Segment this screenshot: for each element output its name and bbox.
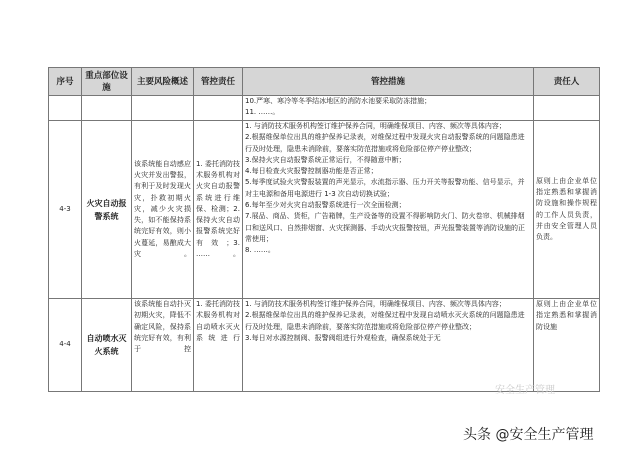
watermark: 安全生产管理 — [495, 385, 555, 396]
risk-summary: 该系统能自动感应火灾并发出警报，有利于及时发现火灾，扑救初期火灾，减少火灾损失，如不能保持系统完好有效，则小火蔓延，易酿成大灾。 — [132, 121, 194, 299]
header-risk: 主要风险概述 — [132, 68, 194, 96]
header-person: 责任人 — [534, 68, 600, 96]
header-measures: 管控措施 — [243, 68, 534, 96]
header-responsibility: 管控责任 — [194, 68, 243, 96]
measure-item: 2.根据维保单位出具的维护保养记录表，对维保过程中发现火灾自动报警系统的问题隐患进行及时处理，隐患未消除前，要落实防范措施或将危险部位停产停业整改； — [245, 133, 525, 153]
measure-item: 1. 与消防技术服务机构签订维护保养合同，明确维保项目、内容、频次等具体内容； — [245, 300, 506, 308]
measure-item: 2.根据维保单位出具的维护保养记录表，对维保过程中发现自动喷水灭火系统的问题隐患进行及时处理，隐患未消除前，要落实防范措施或将危险部位停产停业整改； — [245, 311, 525, 331]
facility-name: 自动喷水灭火系统 — [82, 299, 132, 392]
measures-cell — [243, 121, 534, 299]
measure-item: 8. ……。 — [245, 246, 275, 255]
measure-item: 5.每季度试验火灾警报装置的声光显示，水流指示器、压力开关等报警功能、信号显示，并对主电源和备用电源进行 1-3 次自动切换试验； — [245, 178, 525, 198]
source-brand: 头条 @安全生产管理 — [463, 427, 594, 443]
measure-item: 11. ……。 — [245, 108, 280, 117]
measure-item: 3.每日对水源控制阀、报警阀组进行外观检查，确保系统处于无 — [245, 333, 441, 342]
table-row — [49, 96, 600, 121]
table-row — [49, 299, 600, 392]
table-header-row — [49, 68, 600, 96]
facility-name: 火灾自动报警系统 — [82, 121, 132, 299]
measures-cell — [243, 96, 534, 121]
measure-item: 10.严寒、寒冷等冬季结冰地区的消防水池要采取防冻措施； — [245, 97, 432, 105]
header-facility: 重点部位设施 — [82, 68, 132, 96]
control-responsibility: 1. 委托消防技术服务机构对火灾自动报警系统进行维保、检测；2. 保持火灾自动报警系统完好有效；3. ……。 — [194, 121, 243, 299]
row-number: 4-3 — [49, 121, 82, 299]
measure-item: 4.每日检查火灾报警控制器功能是否正常； — [245, 167, 378, 176]
header-no: 序号 — [49, 68, 82, 96]
table-row — [49, 121, 600, 299]
responsible-person: 原则上由企业单位指定熟悉和掌握消防设施和操作规程的工作人员负责，并由安全管理人员负责。 — [534, 121, 600, 299]
responsible-person: 原则上由企业单位指定熟悉和掌握消防设施 — [534, 299, 600, 392]
control-responsibility: 1. 委托消防技术服务机构对自动喷水灭火系统进行 — [194, 299, 243, 392]
risk-summary: 该系统能自动扑灭初期火灾，降低不确定风险，保持系统完好有效，有利于控 — [132, 299, 194, 392]
measure-item: 7.展品、商品、货柜，广告箱牌，生产设备等的设置不得影响防火门、防火卷帘、机械排烟口和送风口、自然排烟窗、火灾探测器、手动火灾报警按钮，声光报警装置等消防设施的正常使用； — [245, 212, 525, 243]
row-number: 4-4 — [49, 299, 82, 392]
measure-item: 1. 与消防技术服务机构签订维护保养合同，明确维保项目、内容、频次等具体内容； — [245, 122, 506, 130]
measure-item: 3.保持火灾自动报警系统正常运行，不得随意中断； — [245, 155, 406, 164]
risk-control-table — [48, 67, 600, 392]
measures-cell — [243, 299, 534, 392]
measure-item: 6.每年至少对火灾自动报警系统进行一次全面检测； — [245, 201, 406, 210]
